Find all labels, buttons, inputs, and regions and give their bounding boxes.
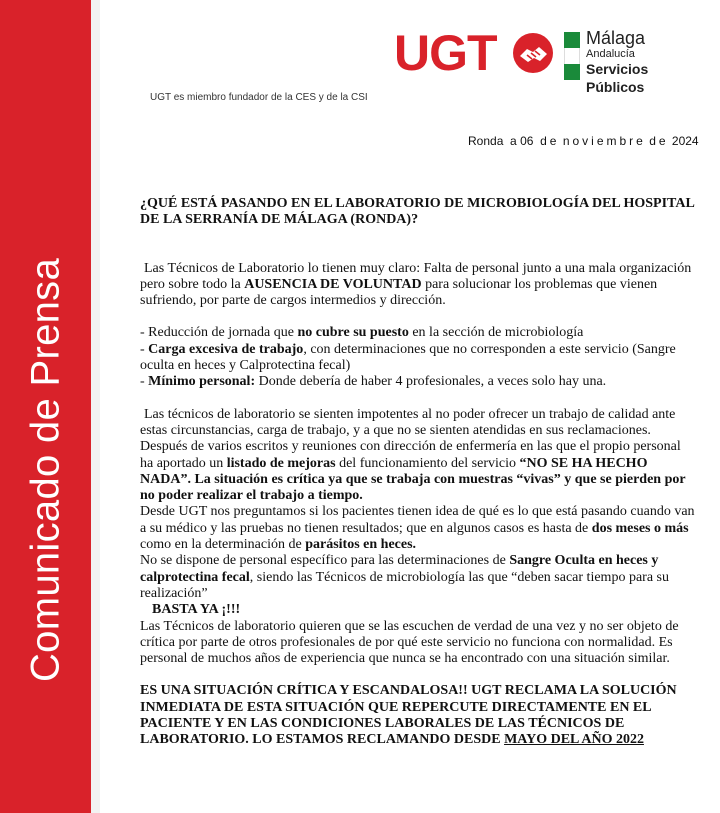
logo-city: Málaga [586, 28, 646, 48]
basta-ya: BASTA YA ¡!!! [152, 602, 241, 618]
handshake-icon [512, 32, 554, 74]
ugt-wordmark: UGT [394, 25, 497, 81]
logo-department: Servicios Públicos [586, 61, 649, 95]
list-item: - Reducción de jornada que no cubre su puesto en la sección de microbiología [140, 325, 584, 341]
body-paragraph: No se dispone de personal específico para las determinaciones de Sangre Oculta en heces y calprotectina fecal, siendo las Técnicos de microbiología las que “deben sacar tiempo para su realización” [140, 553, 669, 601]
ugt-logo [394, 25, 704, 95]
sidebar-gutter [91, 0, 100, 813]
sidebar-label: Comunicado de Prensa [23, 257, 68, 683]
list-item: - Carga excesiva de trabajo, con determinaciones que no corresponden a este servicio (Sangre oculta en heces y Calprotectina fecal) [140, 341, 676, 374]
press-release-body [140, 196, 696, 749]
logo-location [586, 28, 704, 96]
body-paragraph: Desde UGT nos preguntamos si los pacientes tienen idea de qué es lo que está pasando cuando van a su médico y las pruebas no tienen resultados; que en algunos casos es hasta de dos meses o más como en la determinación de parásitos en heces. [140, 504, 695, 553]
logo-region: Andalucía [586, 48, 635, 60]
body-paragraph: Después de varios escritos y reuniones con dirección de enfermería en las que el propio personal ha aportado un listado de mejoras del funcionamiento del servicio “NO SE HA HECHO NADA”. La situación es crítica ya que se trabaja con muestras “vivas” y que se pierden por no poder realizar el trabajo a tiempo. [140, 439, 686, 504]
body-paragraph: Las Técnicos de laboratorio quieren que se las escuchen de verdad de una vez y no ser objeto de crítica por parte de otros profesionales de por qué este servicio no funciona con normalidad. Es personal de muchos años de experiencia que nunca se ha encontrado con una situación similar. [140, 618, 679, 667]
date-line: Ronda a 06 de noviembre de 2024 [468, 134, 699, 148]
andalucia-flag-icon [564, 32, 580, 80]
closing-statement: ES UNA SITUACIÓN CRÍTICA Y ESCANDALOSA!! UGT RECLAMA LA SOLUCIÓN INMEDIATA DE ESTA SITUACIÓN QUE REPERCUTE DIRECTAMENTE EN EL PACIENTE Y EN LAS CONDICIONES LABORALES DE LAS TÉCNICOS DE LABORATORIO. LO ESTAMOS RECLAMANDO DESDE MAYO DEL AÑO 2022 [140, 683, 677, 748]
page-title: ¿QUÉ ESTÁ PASANDO EN EL LABORATORIO DE MICROBIOLOGÍA DEL HOSPITAL DE LA SERRANÍA DE MÁLAGA (RONDA)? [140, 196, 695, 228]
body-paragraph: Las técnicos de laboratorio se sienten impotentes al no poder ofrecer un trabajo de calidad ante estas circunstancias, carga de trabajo, y a que no se sienten atendidas en sus reclamaciones. [140, 406, 676, 438]
member-line: UGT es miembro fundador de la CES y de la CSI [150, 92, 368, 103]
intro-paragraph: Las Técnicos de Laboratorio lo tienen muy claro: Falta de personal junto a una mala organización pero sobre todo la AUSENCIA DE VOLUNTAD para solucionar los problemas que vienen sufriendo, por parte de cargos intermedios y dirección. [140, 260, 692, 309]
list-item: - Mínimo personal: Donde debería de haber 4 profesionales, a veces solo hay una. [140, 374, 607, 390]
